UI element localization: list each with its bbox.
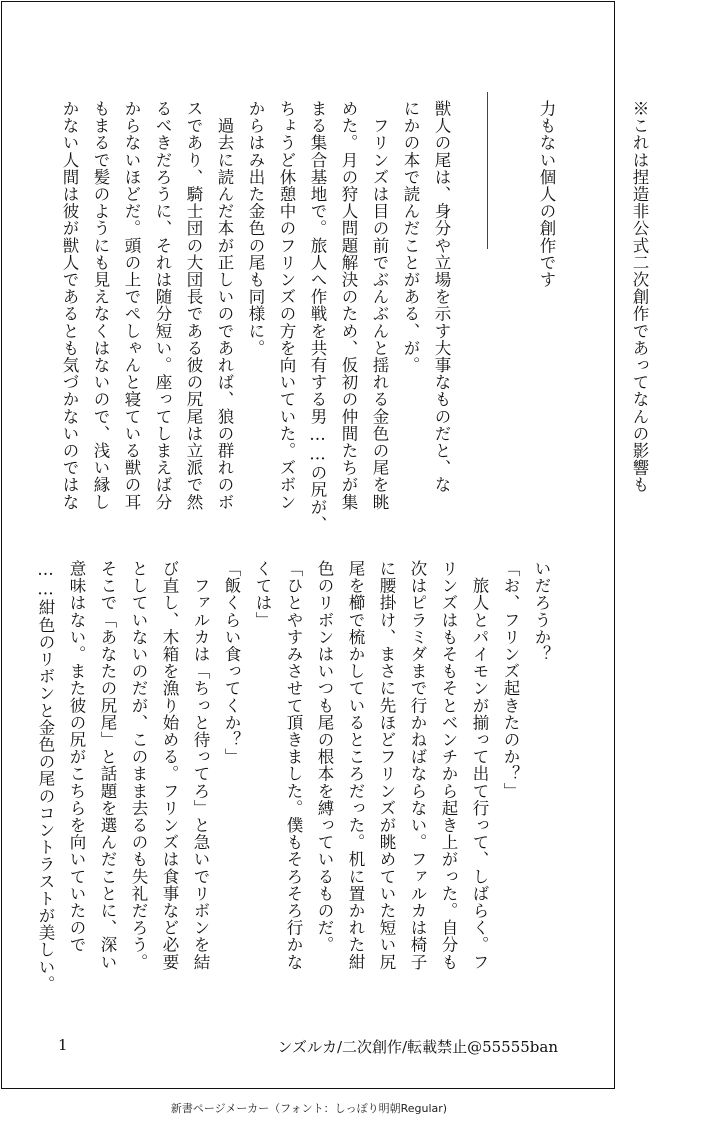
- footer-caption: 新書ページメーカー（フォント：しっぽり明朝Regular): [170, 1102, 448, 1115]
- text-column: 「飯くらい食ってくか？」: [222, 560, 241, 766]
- text-column: に腰掛け、まさに先ほどフリンズが眺めていた短い尻: [377, 560, 396, 971]
- text-column: としていないのだが、このまま去るのも失礼だろう。: [129, 560, 148, 971]
- body-text-bottom: [30, 560, 588, 1000]
- text-column: フリンズは目の前でぶんぶんと揺れる金色の尾を眺: [370, 100, 389, 511]
- notice-line: 力もない個人の創作です: [537, 100, 556, 289]
- body-text-top: [54, 100, 488, 540]
- text-column: もまるで髪のようにも見えなくはないので、浅い縁し: [91, 100, 110, 511]
- text-column: 「お、フリンズ起きたのか？」: [501, 560, 520, 800]
- text-column: からはみ出た金色の尾も同様に。: [246, 100, 265, 357]
- text-column: そこで「あなたの尻尾」と話題を選んだことに、深い: [98, 560, 117, 971]
- text-column: かない人間は彼が獣人であるとも気づかないのではな: [60, 100, 79, 511]
- text-column: めた。月の狩人問題解決のため、仮初の仲間たちが集: [339, 100, 358, 511]
- text-column: まる集合基地で。旅人へ作戦を共有する男……の尻が、: [308, 100, 327, 533]
- text-column: くては」: [253, 560, 272, 629]
- text-column: いだろうか？: [532, 560, 551, 663]
- text-column: にかの本で読んだことがある、が。: [401, 100, 420, 374]
- text-column: 色のリボンはいつも尾の根本を縛っているものだ。: [315, 560, 334, 954]
- text-column: からないほどだ。頭の上でぺしゃんと寝ている獣の耳: [122, 100, 141, 511]
- notice-block: [500, 100, 717, 540]
- notice-line: ※これは捏造非公式二次創作であってなんの影響も: [630, 100, 649, 494]
- text-column: 獣人の尾は、身分や立場を示す大事なものだと、な: [432, 100, 451, 494]
- text-column: び直し、木箱を漁り始める。フリンズは食事など必要: [160, 560, 179, 971]
- text-column: 旅人とパイモンが揃って出て行って、しばらく。フ: [470, 560, 489, 971]
- text-column: 過去に読んだ本が正しいのであれば、狼の群れのボ: [215, 100, 234, 511]
- page-number: 1: [58, 1036, 68, 1054]
- text-column: 意味はない。また彼の尻がこちらを向いていたので: [67, 560, 86, 954]
- credit-line: ンズルカ/二次創作/転載禁止@55555ban: [277, 1038, 558, 1056]
- text-column: ファルカは「ちっと待ってろ」と急いでリボンを結: [191, 560, 210, 971]
- text-column: るべきだろうに、それは随分短い。座ってしまえば分: [153, 100, 172, 511]
- text-column: 次はピラミダまで行かねばならない。ファルカは椅子: [408, 560, 427, 971]
- text-column: 「ひとやすみさせて頂きました。僕もそろそろ行かな: [284, 560, 303, 971]
- text-column: 尾を櫛で梳かしているところだった。机に置かれた紺: [346, 560, 365, 971]
- text-column: スであり、騎士団の大団長である彼の尻尾は立派で然: [184, 100, 203, 511]
- text-column: ……紺色のリボンと金色の尾のコントラストが美しい。: [36, 560, 55, 993]
- text-column: リンズはもそもそとベンチから起き上がった。自分も: [439, 560, 458, 971]
- text-column: ちょうど休憩中のフリンズの方を向いていた。ズボン: [277, 100, 296, 511]
